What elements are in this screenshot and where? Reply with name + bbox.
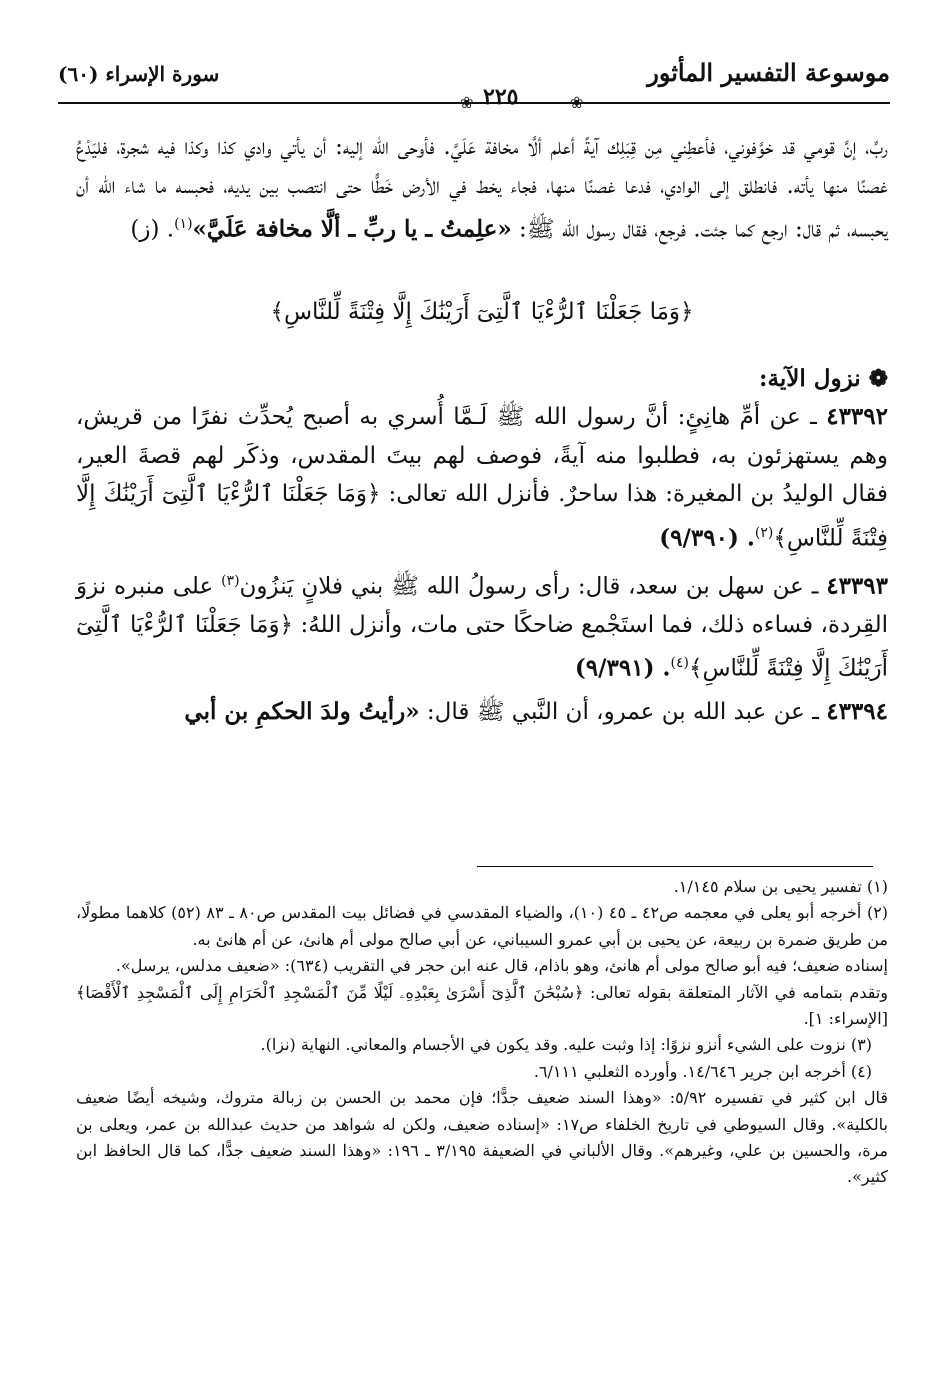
hadith-entry xyxy=(76,398,888,558)
footnote: إسناده ضعيف؛ فيه أبو صالح مولى أم هانئ، وهو باذام، قال عنه ابن حجر في التقريب (٦٣٤): «ضعيف مدلس، يرسل». xyxy=(115,956,888,976)
footnote: (٢) أخرجه أبو يعلى في معجمه ص٤٢ ـ ٤٥ (١٠)، والضياء المقدسي في فضائل بيت المقدس ص٨٠ ـ ٨٣ (٥٢) كلاهما مطولًا، من طريق ضمرة بن ربيعة، عن يحيى بن أبي عمرو السيباني، عن أبي صالح مولى أم هانئ، عن أم هانئ به. xyxy=(76,903,889,949)
footnote-divider xyxy=(477,866,873,867)
footnote: قال ابن كثير في تفسيره ٥/٩٢: «وهذا السند ضعيف جدًّا؛ فإن محمد بن الحسن بن زبالة متروك، وشيخه أيضًا ضعيف بالكلية». وقال السيوطي في تاريخ الخلفاء ص١٧: «إسناده ضعيف، ولكن له شواهد من حديث عبدالله بن عمر، ويعلى بن مرة، والحسين بن علي، وغيرهم». وقال الألباني في الضعيفة ٣/١٩٥ ـ ١٩٦: «وهذا السند ضعيف جدًّا، كما قال الحافظ ابن كثير». xyxy=(76,1088,889,1187)
entry-number: ٤٣٣٩٣ xyxy=(826,572,888,600)
ornament-left-icon: ❀ xyxy=(460,93,474,112)
footnote: (١) تفسير يحيى بن سلام ١/١٤٥. xyxy=(673,877,888,896)
entry-number: ٤٣٣٩٢ xyxy=(826,403,888,431)
entry-text: ـ عن أمِّ هانِئٍ: أنَّ رسول الله ﷺ لَـمَّا أُسري به أصبح يُحدِّث نفرًا من قريش، وهم يستهزئون به، فطلبوا منه آيةً، فوصف لهم بيتَ المقدس، وذكَر لهم قصةَ العير، فقال الوليدُ بن المغيرة: هذا ساحرٌ. فأنزل الله تعالى: ﴿وَمَا جَعَلْنَا ٱلرُّءْيَا ٱلَّتِىٓ أَرَيْنَٰكَ إِلَّا فِتْنَةً لِّلنَّاسِ﴾ xyxy=(76,404,888,552)
hadith-entry xyxy=(76,693,888,732)
footnote: وتقدم بتمامه في الآثار المتعلقة بقوله تعالى: ﴿سُبْحَٰنَ ٱلَّذِىٓ أَسْرَىٰ بِعَبْدِهِۦ لَيْلًا مِّنَ ٱلْمَسْجِدِ ٱلْحَرَامِ إِلَى ٱلْمَسْجِدِ ٱلْأَقْصَا﴾ [الإسراء: ١]. xyxy=(76,982,888,1029)
surah-title: سورة الإسراء (٦٠) xyxy=(58,62,220,86)
intro-paragraph xyxy=(76,128,888,249)
entry-text: على منبره نزوَ القِردة، فساءه ذلك، فما استَجْمع ضاحكًا حتى مات، وأنزل اللهُ: ﴿وَمَا جَعَلْنَا ٱلرُّءْيَا ٱلَّتِىٓ أَرَيْنَٰكَ إِلَّا فِتْنَةً لِّلنَّاسِ﴾ xyxy=(76,573,888,683)
footnote-marker: (٢) xyxy=(754,524,774,541)
section-title: نزول الآية: xyxy=(759,365,861,393)
footnote-marker: (٣) xyxy=(221,572,240,589)
entry-reference: . (٩/٣٩١) xyxy=(574,655,671,683)
book-title: موسوعة التفسير المأثور xyxy=(647,58,890,87)
entry-reference: . (٩/٣٩٠) xyxy=(659,524,755,552)
entry-text: ـ عن عبد الله بن عمرو، أن النَّبي ﷺ قال: xyxy=(426,698,819,725)
footnote: (٤) أخرجه ابن جرير ١٤/٦٤٦. وأورده الثعلبي ٦/١١١. xyxy=(533,1061,872,1081)
entry-text: ـ عن سهل بن سعد، قال: رأى رسولُ الله ﷺ بني فلانٍ يَنزُون xyxy=(239,573,819,600)
narration-code: . (ز) xyxy=(130,216,175,243)
prophet-quote: «علِمتُ ـ يا ربِّ ـ ألَّا مخافة عَلَيَّ» xyxy=(192,215,512,243)
prophet-quote: «رأيتُ ولدَ الحكمِ بن أبي xyxy=(184,697,420,725)
main-text xyxy=(76,128,888,735)
footnotes xyxy=(76,874,888,1191)
hadith-entry xyxy=(76,562,888,689)
footnote-marker: (١) xyxy=(174,216,193,232)
page-number: ٢٢٥ xyxy=(483,84,519,110)
footnote: (٣) نزوت على الشيء أنزو نزوًا: إذا وثبت عليه. وقد يكون في الأجسام والمعاني. النهاية (نزا). xyxy=(260,1035,872,1055)
flower-icon: ❁ xyxy=(868,365,888,393)
intro-text: ربِّ، إنَّ قومي قد خوَّفوني، فأعطِني مِن قِبَلِك آيةً أعلم ألَّا مخافة عَلَيَّ. فأوحى الله إليه: أن يأتي وادي كذا وكذا فيه شجرة، فليَدْعُ غصنًا منها يأته. فانطلق إلى الوادي، فدعا غصنًا منها، فجاء يخط في الأرض خَطًّا حتى انتصب بين يديه، فحبسه ما شاء الله أن يحبسه، ثم قال: ارجع كما جئت. فرجع، فقال رسول الله ﷺ: xyxy=(76,134,888,243)
entry-number: ٤٣٣٩٤ xyxy=(826,697,888,725)
footnote-marker: (٤) xyxy=(670,655,689,672)
section-heading xyxy=(76,365,888,392)
verse-heading: ﴿وَمَا جَعَلْنَا ٱلرُّءْيَا ٱلَّتِىٓ أَرَيْنَٰكَ إِلَّا فِتْنَةً لِّلنَّاسِ﴾ xyxy=(270,299,694,326)
ornament-right-icon: ❀ xyxy=(570,93,584,112)
header-rule xyxy=(58,102,890,104)
page-header xyxy=(58,54,890,110)
